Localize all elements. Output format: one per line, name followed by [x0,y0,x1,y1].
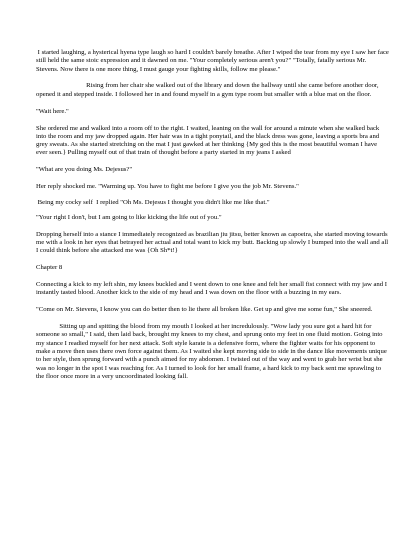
paragraph-8: "Your right I don't, but I am going to like kicking the life out of you." [36,213,222,221]
chapter-heading: Chapter 8 [36,264,63,272]
paragraph-5: "What are you doing Ms. Dejesus?" [36,166,133,174]
paragraph-4: She ordered me and walked into a room off to the right. I waited, leaning on the wall for around a minute when she walked back into the room and my jaw dropped again. Her hair was in a tight ponytail, and the black dress was gone, leaving a sports bra and grey sweats. As she started stretching on the mat I just gawked at her thinking {My god this is the most beautiful woman I have ever seen.} Pulling myself out of that train of thought before a party started in my jeans I asked [36,124,380,157]
paragraph-2: Rising from her chair she walked out of the library and down the hallway until she came before another door, opened it and stepped inside. I followed her in and found myself in a gym type room but smaller with a blue mat on the floor. [36,82,381,98]
paragraph-6: Her reply shocked me. "Warming up. You have to fight me before I give you the job Mr. Stevens." [36,183,299,191]
paragraph-3: "Wait here." [36,107,69,115]
paragraph-7: Being my cocky self I replied "Oh Ms. Dejesus I thought you didn't like me like that." [36,198,270,206]
paragraph-10: Connecting a kick to my left shin, my knees buckled and I went down to one knee and felt her small fist connect with my jaw and I instantly tasted blood. Another kick to the side of my head and I was down on the floor with a buzzing in my ears. [36,281,388,297]
paragraph-9: Dropping herself into a stance I immediately recognized as brazilian jiu jitsu, better known as capoeira, she started moving towards me with a look in her eyes that betrayed her actual and total want to kick my butt. Backing up slowly I bumped into the wall and all I could think before she attacked me was {Oh Sh*t!} [36,230,389,255]
paragraph-11: "Come on Mr. Stevens, I know you can do better then to lie there all broken like. Get up and give me some fun," She sneered. [36,306,373,314]
paragraph-1: I started laughing, a hysterical hyena type laugh so hard I couldn't barely breathe. After I wiped the tear from my eye I saw her face still held the same stoic expression and it dawned on me. "Your completely serious aren't you?" "Totally, fatally serious Mr. Stevens. Now there is one more thing, I must gauge your fighting skills, follow me please." [36,49,391,73]
paragraph-12: Sitting up and spitting the blood from my mouth I looked at her incredulously. "Wow lady you sure got a hard hit for someone so small," I said, then laid back, brought my knees to my chest, and sprung onto my feet in one fluid motion. Going into my stance I readied myself for her next attack. Soft style karate is a defensive form, where the fighter waits for his opponent to make a move then uses there own force against them. As I waited she kept moving side to side in the dance like movements unique to her style, then sprung forward with a punch aimed for my abdomen. I twisted out of the way and went to grab her wrist but she was no longer in the spot I was reaching for. As I turned to look for her small frame, a hard kick to my back sent me sprawling to the floor once more in a very uncoordinated looking fall. [36,323,389,380]
